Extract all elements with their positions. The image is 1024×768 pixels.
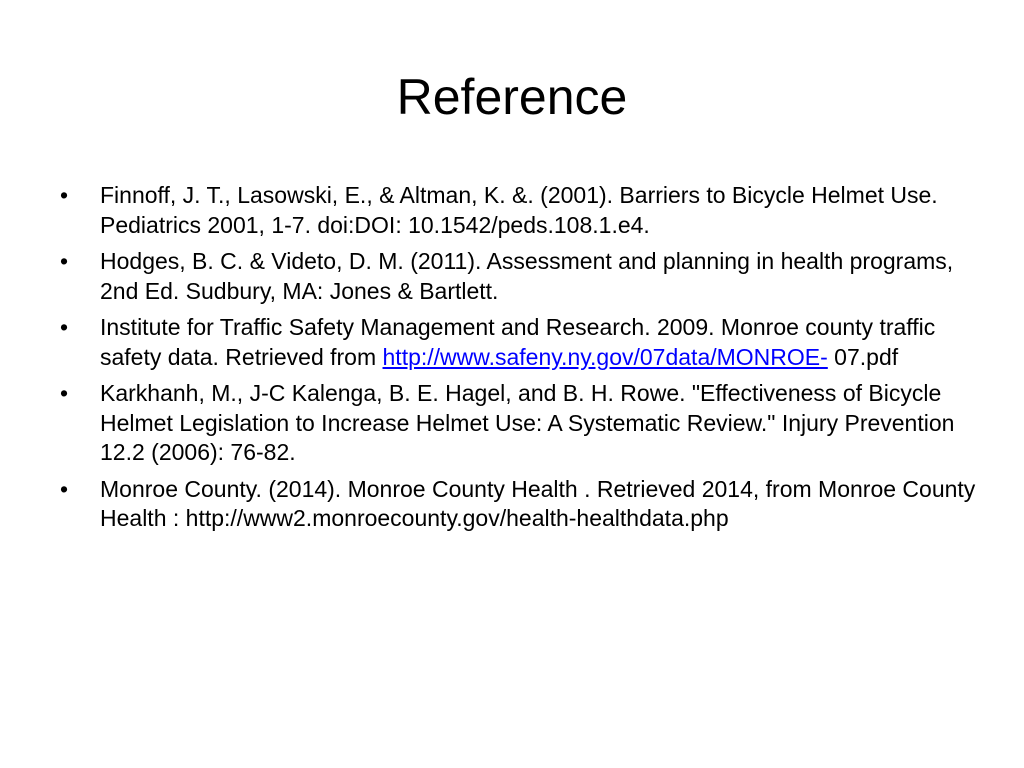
reference-item-hodges: [58, 247, 978, 306]
reference-item-karkhanh: [58, 379, 978, 468]
reference-item-monroe-county: [58, 475, 978, 534]
reference-text-suffix: 07.pdf: [827, 343, 899, 370]
reference-text: Karkhanh, M., J-C Kalenga, B. E. Hagel, and B. H. Rowe. "Effectiveness of Bicycle Helmet Legislation to Increase Helmet Use: A Systematic Review." Injury Prevention 12.2 (2006): 76-82.: [100, 380, 955, 465]
bullet-icon: •: [60, 314, 69, 340]
bullet-icon: •: [60, 475, 69, 502]
reference-text: Hodges, B. C. & Videto, D. M. (2011). Assessment and planning in health programs, 2nd Ed. Sudbury, MA: Jones & Bartlett.: [100, 248, 954, 304]
reference-list: [58, 181, 978, 541]
reference-text: Finnoff, J. T., Lasowski, E., & Altman, K. &. (2001). Barriers to Bicycle Helmet Use. Pediatrics 2001, 1-7. doi:DOI: 10.1542/peds.108.1.e4.: [100, 182, 938, 238]
bullet-icon: •: [60, 248, 69, 274]
bullet-icon: •: [60, 380, 69, 406]
slide-title: Reference: [396, 69, 628, 125]
reference-text: Monroe County. (2014). Monroe County Health . Retrieved 2014, from Monroe County Health : http://www2.monroecounty.gov/health-healthdata.php: [100, 475, 976, 531]
bullet-icon: •: [60, 182, 69, 208]
reference-link-safeny[interactable]: http://www.safeny.ny.gov/07data/MONROE-: [382, 343, 828, 370]
reference-item-institute: [58, 313, 978, 372]
reference-text: Institute for Traffic Safety Management and Research. 2009. Monroe county traffic safety data. Retrieved from: [100, 314, 936, 370]
reference-item-finnoff: [58, 181, 978, 240]
